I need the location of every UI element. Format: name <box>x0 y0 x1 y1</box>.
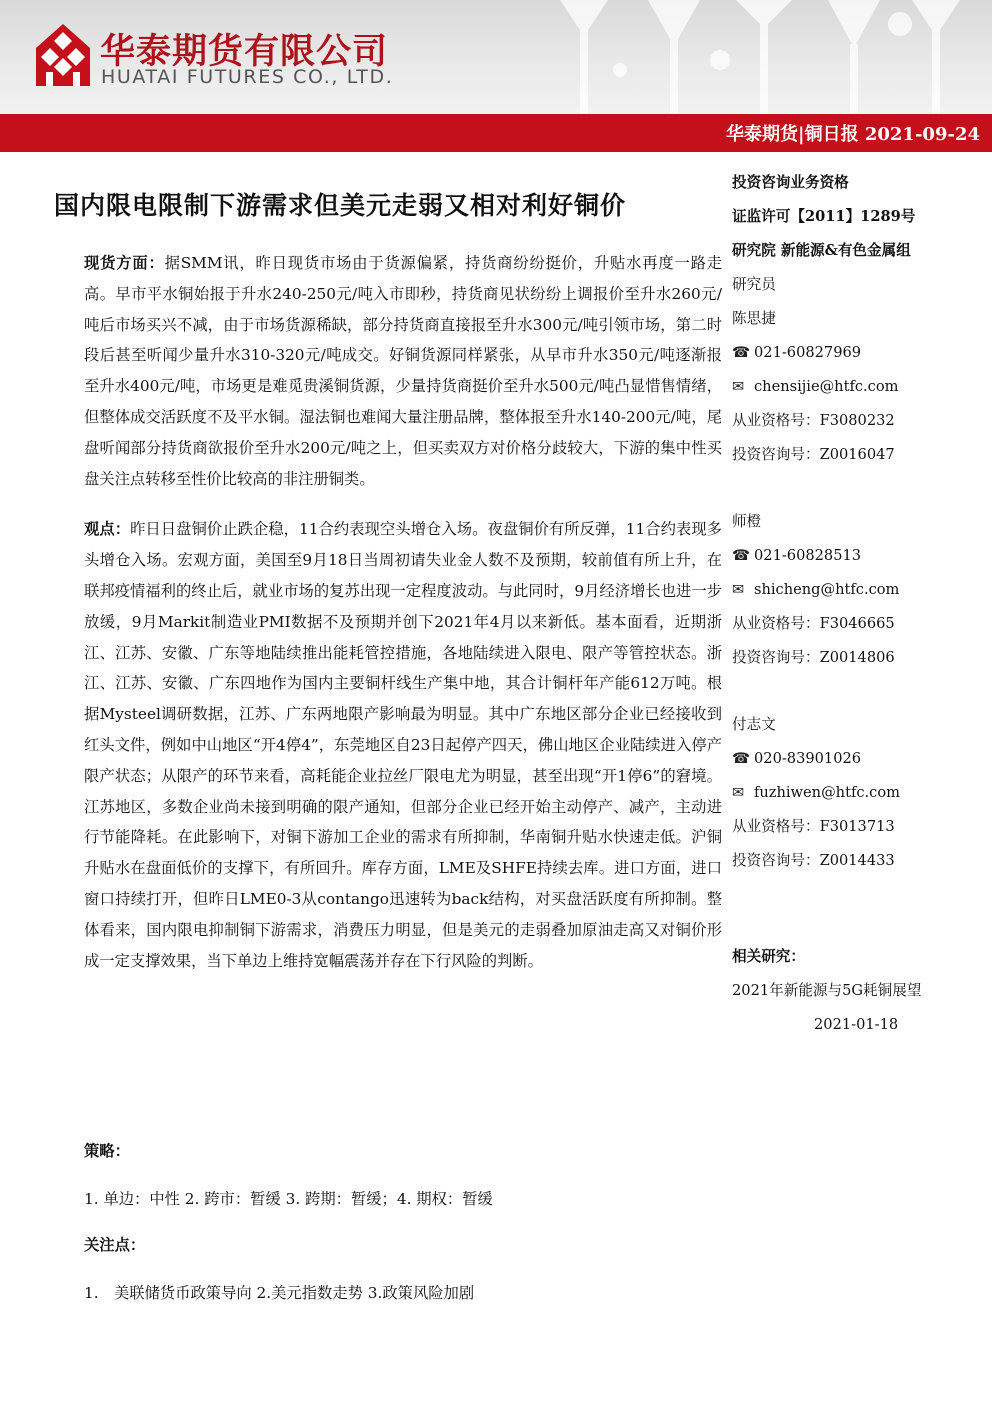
view-lead: 观点： <box>84 520 131 539</box>
analyst-name: 师橙 <box>732 513 762 530</box>
strategy-section <box>84 1136 884 1308</box>
analyst-email[interactable]: ✉ fuzhiwen@htfc.com <box>732 776 982 810</box>
strategy-text: 1. 单边：中性 2. 跨市：暂缓 3. 跨期：暂缓；4. 期权：暂缓 <box>84 1190 493 1208</box>
company-name-en: HUATAI FUTURES CO., LTD. <box>101 66 394 88</box>
analyst-cert: 从业资格号：F3046665 <box>732 615 895 632</box>
huatai-logo-icon <box>34 22 92 88</box>
analyst-phone: ☎ 021-60828513 <box>732 539 982 573</box>
focus-text: 美联储货币政策导向 2.美元指数走势 3.政策风险加剧 <box>114 1284 475 1302</box>
envelope-icon: ✉ <box>732 378 745 395</box>
analyst-email[interactable]: ✉ chensijie@htfc.com <box>732 370 982 404</box>
view-text: 昨日日盘铜价止跌企稳，11合约表现空头增仓入场。夜盘铜价有所反弹，11合约表现多头增仓入场。宏观方面，美国至9月18日当周初请失业金人数不及预期，较前值有所上升，在联邦疫情福利的终止后，就业市场的复苏出现一定程度波动。与此同时，9月经济增长也进一步放缓，9月Markit制造业PMI数据不及预期并创下2021年4月以来新低。基本面看，近期浙江、江苏、安徽、广东等地陆续推出能耗管控措施，各地陆续进入限电、限产等管控状态。浙江、江苏、安徽、广东四地作为国内主要铜杆线生产集中地，其合计铜杆年产能612万吨。根据Mysteel调研数据，江苏、广东两地限产影响最为明显。其中广东地区部分企业已经接收到红头文件，例如中山地区“开4停4”，东莞地区自23日起停产四天，佛山地区企业陆续进入停产限产状态；从限产的环节来看，高耗能企业拉丝厂限电尤为明显，甚至出现“开1停6”的窘境。江苏地区，多数企业尚未接到明确的限产通知，但部分企业已经开始主动停产、减产，主动进行节能降耗。在此影响下，对铜下游加工企业的需求有所抑制，华南铜升贴水快速走低。沪铜升贴水在盘面低价的支撑下，有所回升。库存方面，LME及SHFE持续去库。进口方面，进口窗口持续打开，但昨日LME0-3从contango迅速转为back结构，对买盘活跃度有所抑制。整体看来，国内限电抑制铜下游需求，消费压力明显，但是美元的走弱叠加原油走高又对铜价形成一定支撑效果，当下单边上维持宽幅震荡并存在下行风险的判断。 <box>84 520 722 970</box>
department: 研究院 新能源&有色金属组 <box>732 242 911 259</box>
license-number: 证监许可【2011】1289号 <box>732 208 916 225</box>
analyst-phone: ☎ 020-83901026 <box>732 742 982 776</box>
related-heading: 相关研究： <box>732 948 805 965</box>
phone-icon: ☎ <box>732 344 751 361</box>
strategy-heading: 策略： <box>84 1142 130 1160</box>
related-research <box>732 940 982 1042</box>
report-title: 国内限电限制下游需求但美元走弱又相对利好铜价 <box>54 191 627 220</box>
focus-number: 1. <box>84 1284 99 1302</box>
analyst-name: 付志文 <box>732 716 776 733</box>
role-label: 研究员 <box>732 276 776 293</box>
focus-heading: 关注点： <box>84 1236 146 1254</box>
focus-item <box>84 1278 884 1308</box>
report-tag: 华泰期货|铜日报 2021-09-24 <box>726 124 980 145</box>
analyst-advisory-cert: 投资咨询号：Z0014433 <box>732 852 895 869</box>
page-header <box>0 0 992 114</box>
analyst-advisory-cert: 投资咨询号：Z0014806 <box>732 649 895 666</box>
analyst-email[interactable]: ✉ shicheng@htfc.com <box>732 573 982 607</box>
view-paragraph <box>84 514 722 976</box>
company-name-cn: 华泰期货有限公司 <box>100 32 389 72</box>
analyst-advisory-cert: 投资咨询号：Z0016047 <box>732 446 895 463</box>
phone-icon: ☎ <box>732 547 751 564</box>
phone-icon: ☎ <box>732 750 751 767</box>
sidebar <box>732 166 982 878</box>
spot-paragraph <box>84 248 722 494</box>
related-item-title[interactable]: 2021年新能源与5G耗铜展望 <box>732 982 922 999</box>
spot-lead: 现货方面： <box>84 254 165 272</box>
header-decoration <box>560 0 992 114</box>
analyst-name: 陈思捷 <box>732 310 776 327</box>
qualification-label: 投资咨询业务资格 <box>732 174 849 191</box>
main-body <box>84 248 722 976</box>
related-item-date: 2021-01-18 <box>814 1016 899 1033</box>
analyst-cert: 从业资格号：F3013713 <box>732 818 895 835</box>
envelope-icon: ✉ <box>732 784 745 801</box>
analyst-cert: 从业资格号：F3080232 <box>732 412 895 429</box>
envelope-icon: ✉ <box>732 581 745 598</box>
report-tag-bar <box>0 114 992 152</box>
analyst-phone: ☎ 021-60827969 <box>732 336 982 370</box>
spot-text: 据SMM讯，昨日现货市场由于货源偏紧，持货商纷纷挺价，升贴水再度一路走高。早市平水铜始报于升水240-250元/吨入市即秒，持货商见状纷纷上调报价至升水260元/吨后市场买兴不减，由于市场货源稀缺，部分持货商直接报至升水300元/吨引领市场，第二时段后甚至听闻少量升水310-320元/吨成交。好铜货源同样紧张，从早市升水350元/吨逐渐报至升水400元/吨，市场更是难觅贵溪铜货源，少量持货商挺价至升水500元/吨凸显惜售情绪，但整体成交活跃度不及平水铜。湿法铜也难闻大量注册品牌，整体报至升水140-200元/吨，尾盘听闻部分持货商欲报价至升水200元/吨之上，但买卖双方对价格分歧较大，下游的集中性买盘关注点转移至性价比较高的非注册铜类。 <box>84 254 722 488</box>
